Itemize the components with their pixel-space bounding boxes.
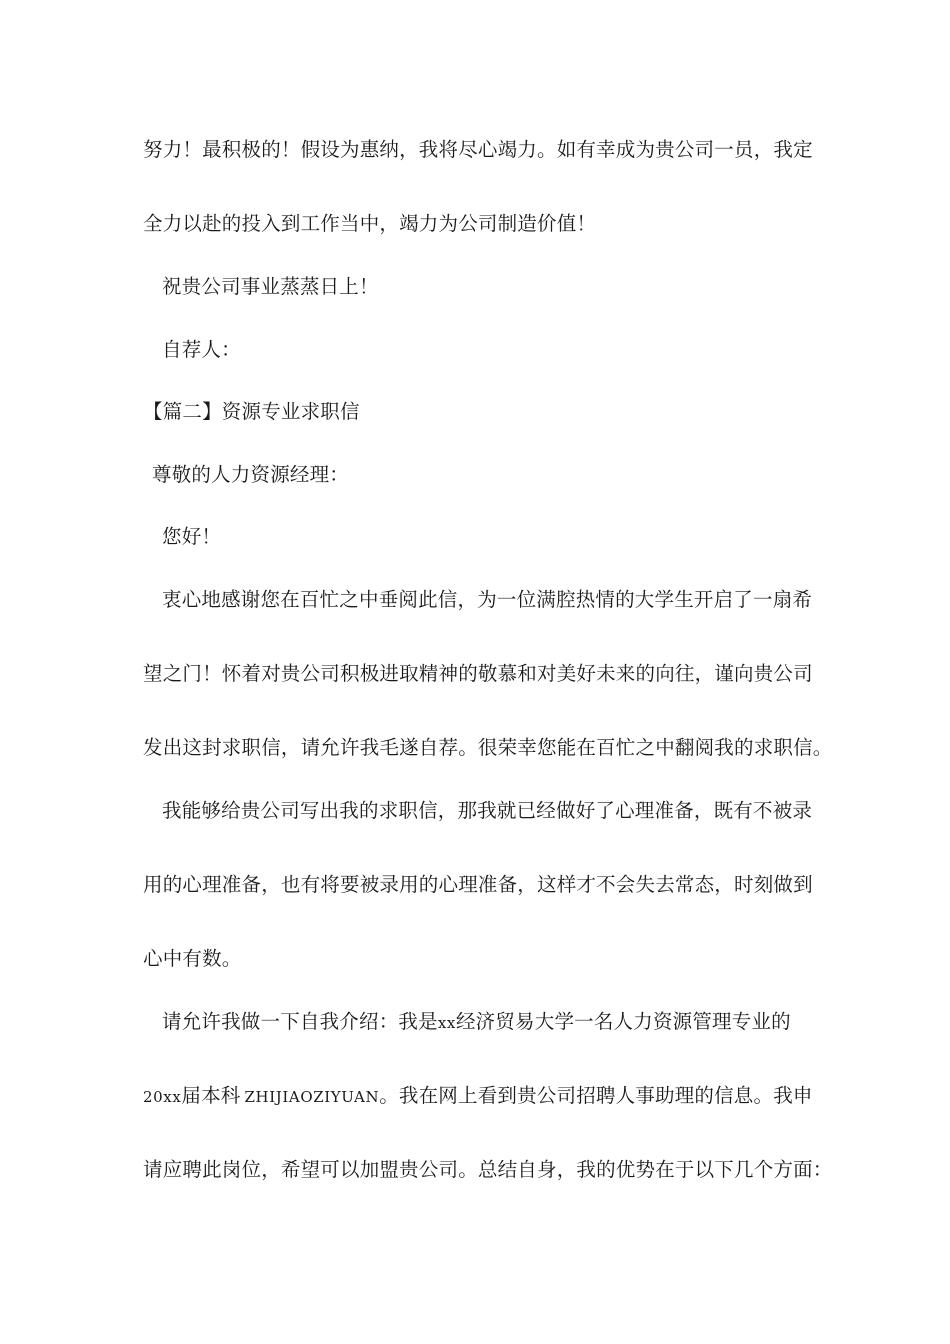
signature-label: 自荐人： bbox=[162, 338, 241, 361]
text-run: 请允许我做一下自我介绍：我是 bbox=[162, 1010, 438, 1033]
paragraph-line: 发出这封求职信，请允许我毛遂自荐。很荣幸您能在百忙之中翻阅我的求职信。 bbox=[143, 736, 833, 759]
salutation: 尊敬的人力资源经理： bbox=[152, 463, 350, 486]
text-run: 。我在网上看到贵公司招聘人事助理的信息。我申 bbox=[379, 1084, 813, 1107]
text-run: 届本科 bbox=[181, 1084, 241, 1107]
paragraph-line bbox=[143, 1084, 813, 1109]
paragraph-line: 心中有数。 bbox=[143, 947, 242, 970]
paragraph-line: 衷心地感谢您在百忙之中垂阅此信，为一位满腔热情的大学生开启了一扇希 bbox=[162, 588, 813, 611]
greeting: 您好！ bbox=[162, 525, 222, 548]
section-heading: 【篇二】资源专业求职信 bbox=[143, 400, 360, 423]
paragraph-line: 望之门！怀着对贵公司积极进取精神的敬慕和对美好未来的向往，谨向贵公司 bbox=[143, 662, 813, 685]
text-run: 20xx bbox=[143, 1088, 182, 1106]
paragraph-line: 努力！最积极的！假设为惠纳，我将尽心竭力。如有幸成为贵公司一员，我定 bbox=[143, 138, 813, 161]
paragraph-line: 用的心理准备，也有将要被录用的心理准备，这样才不会失去常态，时刻做到 bbox=[143, 873, 813, 896]
paragraph-line: 我能够给贵公司写出我的求职信，那我就已经做好了心理准备，既有不被录 bbox=[162, 799, 813, 822]
paragraph-line: 全力以赴的投入到工作当中，竭力为公司制造价值！ bbox=[143, 212, 597, 235]
paragraph-line: 祝贵公司事业蒸蒸日上！ bbox=[162, 275, 379, 298]
paragraph-line: 请应聘此岗位，希望可以加盟贵公司。总结自身，我的优势在于以下几个方面： bbox=[143, 1158, 833, 1181]
text-run: ZHIJIAOZIYUAN bbox=[244, 1088, 380, 1106]
text-run: 经济贸易大学一名人力资源管理专业的 bbox=[455, 1010, 791, 1033]
text-run: xx bbox=[437, 1014, 456, 1032]
paragraph-line bbox=[162, 1010, 791, 1035]
